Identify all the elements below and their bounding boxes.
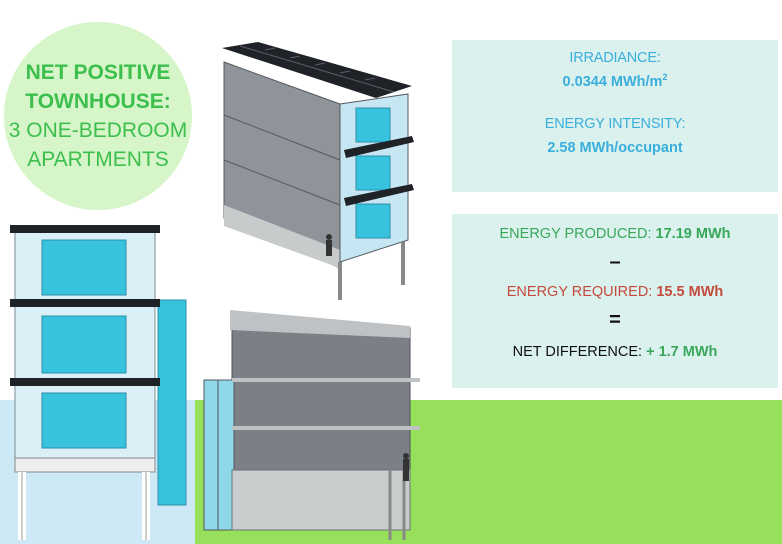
net-line <box>452 344 778 360</box>
produced-value: 17.19 MWh <box>655 226 731 242</box>
minus-sign: – <box>609 251 621 273</box>
side-glazing <box>158 300 186 505</box>
window-level-1 <box>356 204 390 238</box>
produced-label: ENERGY PRODUCED: <box>499 226 656 242</box>
required-line <box>452 284 778 300</box>
metrics-panel <box>452 40 778 192</box>
title-line-4: APARTMENTS <box>27 148 169 171</box>
produced-line <box>452 226 778 242</box>
required-label: ENERGY REQUIRED: <box>506 284 657 300</box>
required-value: 15.5 MWh <box>656 284 724 300</box>
irradiance-label: IRRADIANCE: <box>569 50 661 66</box>
intensity-value: 2.58 MWh/occupant <box>547 139 683 156</box>
window-level-3 <box>356 108 390 142</box>
net-label: NET DIFFERENCE: <box>512 344 647 360</box>
title-line-1: NET POSITIVE <box>25 61 171 84</box>
energy-balance-panel <box>452 214 778 388</box>
elevation-window-1 <box>42 393 126 448</box>
intensity-label: ENERGY INTENSITY: <box>544 115 686 132</box>
isometric-building-top <box>222 42 414 300</box>
net-value: + 1.7 MWh <box>646 344 718 360</box>
elevation-window-3 <box>42 240 126 295</box>
title-line-2: TOWNHOUSE: <box>25 90 171 113</box>
window-level-2 <box>356 156 390 190</box>
irradiance-value-line <box>452 72 778 90</box>
irradiance-exponent: 2 <box>662 72 668 82</box>
irradiance-value: 0.0344 MWh/m <box>562 73 663 90</box>
equals-sign: = <box>609 309 621 331</box>
title-line-3: 3 ONE-BEDROOM <box>8 119 188 142</box>
roof-slab <box>10 225 160 233</box>
elevation-window-2 <box>42 316 126 373</box>
side-elevation-building <box>204 310 420 540</box>
